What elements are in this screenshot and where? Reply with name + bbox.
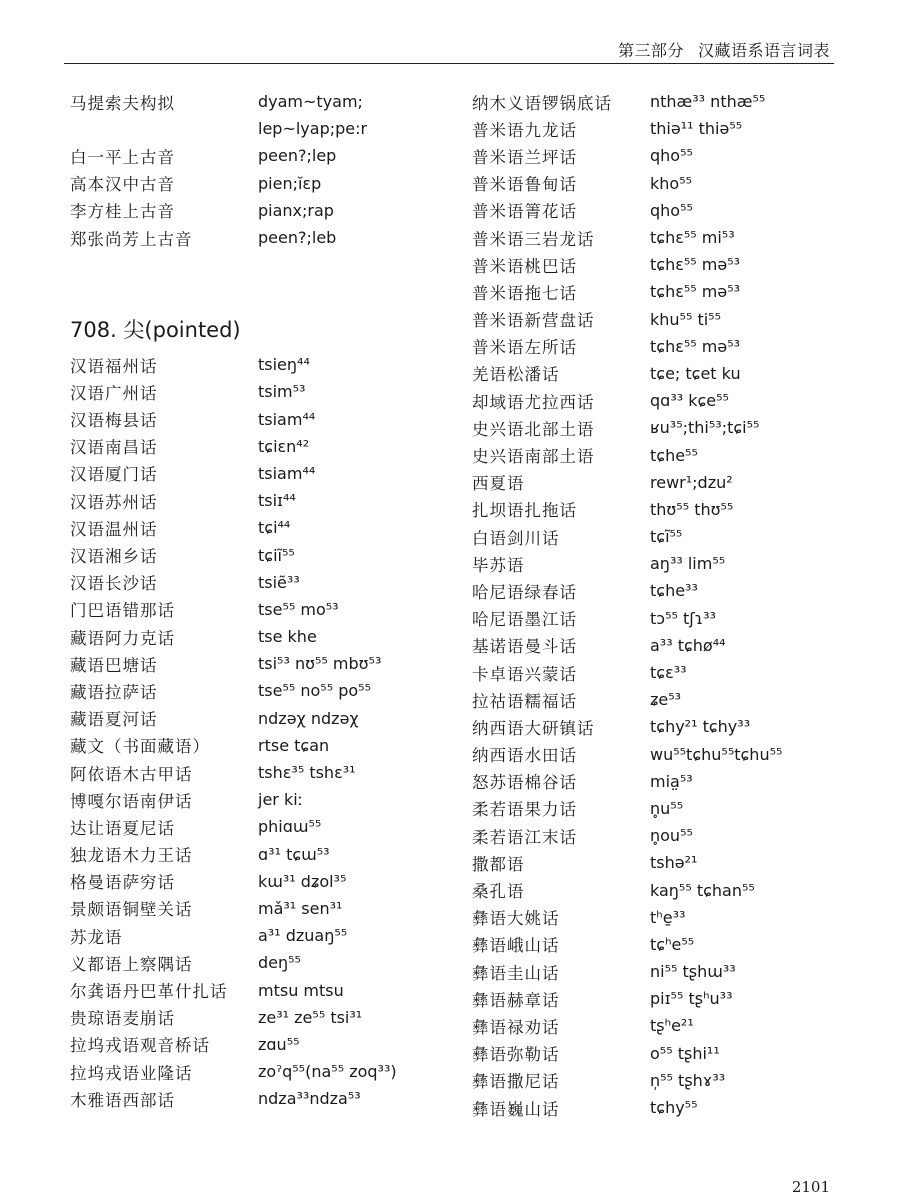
entry-row [472, 469, 842, 496]
language-name: 普米语鲁甸话 [472, 175, 577, 195]
word-form: tɕiɛn⁴² [258, 436, 310, 456]
entry-row [472, 768, 842, 795]
word-form: ndzəχ ndzəχ [258, 708, 359, 728]
word-form: kho⁵⁵ [650, 173, 693, 193]
previous-entry-continuation [70, 88, 460, 251]
language-name: 阿依语木古甲话 [70, 764, 193, 784]
entry-row [472, 876, 842, 903]
word-form: tɕiĩ⁵⁵ [258, 545, 295, 565]
header-part: 第三部分 [617, 41, 684, 60]
entry-row [70, 1085, 460, 1112]
language-name: 达让语夏尼话 [70, 818, 175, 838]
entry-row [70, 949, 460, 976]
entry-row [472, 278, 842, 305]
word-form: tsiɪ⁴⁴ [258, 491, 296, 511]
entry-row [472, 170, 842, 197]
entry-row [70, 1058, 460, 1085]
word-form: jer kiː [258, 790, 304, 810]
word-form: qho⁵⁵ [650, 200, 693, 220]
word-form: tsiẽ³³ [258, 572, 300, 592]
language-name: 汉语广州话 [70, 383, 158, 403]
section-title: 708. 尖(pointed) [70, 318, 241, 343]
language-name: 拉坞戎语业隆话 [70, 1063, 193, 1083]
entry-row [70, 569, 460, 596]
language-name: 毕苏语 [472, 555, 525, 575]
language-name: 普米语拖七话 [472, 283, 577, 303]
language-name: 藏语巴塘话 [70, 655, 158, 675]
language-name: 彝语赫章话 [472, 990, 560, 1010]
word-form: ʁu³⁵;thi⁵³;tɕi⁵⁵ [650, 418, 760, 438]
entry-row [472, 251, 842, 278]
language-name: 拉祜语糯福话 [472, 691, 577, 711]
language-name: 藏语夏河话 [70, 710, 158, 730]
language-name: 郑张尚芳上古音 [70, 229, 193, 249]
word-form: tsim⁵³ [258, 382, 306, 402]
language-name: 汉语梅县话 [70, 411, 158, 431]
entry-row [70, 786, 460, 813]
entry-row [472, 441, 842, 468]
right-column [472, 88, 842, 1121]
word-form: n̩⁵⁵ tʂhɤ³³ [650, 1070, 726, 1090]
word-form: tɕhɛ⁵⁵ mi⁵³ [650, 228, 735, 248]
word-form: tse⁵⁵ no⁵⁵ po⁵⁵ [258, 681, 371, 701]
language-name: 李方桂上古音 [70, 202, 175, 222]
entry-list-left [70, 351, 460, 1112]
language-name: 景颇语铜壁关话 [70, 900, 193, 920]
entry-row [472, 686, 842, 713]
entry-row [472, 632, 842, 659]
language-name: 贵琼语麦崩话 [70, 1009, 175, 1029]
word-form: dyam~tyam; [258, 92, 363, 112]
entry-row [70, 895, 460, 922]
word-form: tsiam⁴⁴ [258, 463, 316, 483]
language-name: 羌语松潘话 [472, 365, 560, 385]
entry-row [70, 732, 460, 759]
word-form: ni⁵⁵ tʂhɯ³³ [650, 962, 736, 982]
word-form: lep~lyap;pe:r [258, 119, 368, 139]
language-name: 桑孔语 [472, 882, 525, 902]
word-form: tɕhɛ⁵⁵ mə⁵³ [650, 255, 741, 275]
word-form: o⁵⁵ tʂhi¹¹ [650, 1043, 720, 1063]
entry-row [472, 713, 842, 740]
entry-row [472, 387, 842, 414]
entry-row [70, 1031, 460, 1058]
word-form: tɔ⁵⁵ tʃɿ³³ [650, 608, 716, 628]
entry-row [472, 577, 842, 604]
word-form: a³¹ dzuaŋ⁵⁵ [258, 926, 348, 946]
entry-row [472, 659, 842, 686]
entry-row [472, 142, 842, 169]
entry-row [70, 922, 460, 949]
word-form: peen?;lep [258, 146, 337, 166]
word-form: ze³¹ ze⁵⁵ tsi³¹ [258, 1007, 363, 1027]
language-name: 彝语巍山话 [472, 1099, 560, 1119]
entry-row [70, 115, 460, 142]
word-form: qɑ³³ kɕe⁵⁵ [650, 391, 729, 411]
entry-row [70, 759, 460, 786]
word-form: mǎ³¹ sen³¹ [258, 898, 343, 918]
word-form: kaŋ⁵⁵ tɕhan⁵⁵ [650, 880, 755, 900]
language-name: 史兴语北部土语 [472, 419, 595, 439]
entry-row [472, 795, 842, 822]
language-name: 卡卓语兴蒙话 [472, 664, 577, 684]
language-name: 西夏语 [472, 474, 525, 494]
language-name: 汉语福州话 [70, 356, 158, 376]
word-form: tsiam⁴⁴ [258, 409, 316, 429]
language-name: 白一平上古音 [70, 147, 175, 167]
language-name: 尔龚语丹巴革什扎话 [70, 982, 228, 1002]
entry-row [70, 433, 460, 460]
language-name: 藏文（书面藏语） [70, 737, 210, 757]
word-form: piɪ⁵⁵ tʂʰu³³ [650, 989, 733, 1009]
word-form: pien;ĭɛp [258, 173, 322, 193]
word-form: ndza³³ndza⁵³ [258, 1089, 361, 1109]
word-form: tɕĩ⁵⁵ [650, 527, 683, 547]
word-form: ɑ³¹ tɕɯ⁵³ [258, 844, 330, 864]
language-name: 哈尼语绿春话 [472, 582, 577, 602]
word-form: kɯ³¹ dʑol³⁵ [258, 871, 347, 891]
word-form: n̥ou⁵⁵ [650, 826, 693, 846]
entry-row [70, 88, 460, 115]
header-rule [64, 63, 834, 64]
language-name: 怒苏语棉谷话 [472, 773, 577, 793]
entry-row [70, 976, 460, 1003]
language-name: 独龙语木力王话 [70, 846, 193, 866]
word-form: pianx;rap [258, 200, 334, 220]
language-name: 普米语左所话 [472, 338, 577, 358]
language-name: 汉语长沙话 [70, 574, 158, 594]
word-form: aŋ³³ lim⁵⁵ [650, 554, 726, 574]
entry-row [472, 822, 842, 849]
entry-row [70, 224, 460, 251]
language-name: 木雅语西部话 [70, 1090, 175, 1110]
word-form: tse⁵⁵ mo⁵³ [258, 599, 339, 619]
entry-row [70, 1004, 460, 1031]
language-name: 史兴语南部土语 [472, 447, 595, 467]
entry-row [472, 958, 842, 985]
word-form: tɕhe⁵⁵ [650, 445, 698, 465]
word-form: rtse tɕan [258, 735, 330, 755]
language-name: 扎坝语扎拖话 [472, 501, 577, 521]
word-form: tɕhɛ⁵⁵ mə⁵³ [650, 282, 741, 302]
entry-row [472, 115, 842, 142]
language-name: 汉语湘乡话 [70, 547, 158, 567]
entry-row [472, 496, 842, 523]
language-name: 彝语圭山话 [472, 963, 560, 983]
language-name: 普米语三岩龙话 [472, 229, 595, 249]
language-name: 普米语新营盘话 [472, 311, 595, 331]
entry-row [472, 224, 842, 251]
word-form: qho⁵⁵ [650, 146, 693, 166]
word-form: tshɛ³⁵ tshɛ³¹ [258, 763, 356, 783]
entry-row [70, 705, 460, 732]
entry-row [472, 550, 842, 577]
language-name: 彝语峨山话 [472, 936, 560, 956]
entry-row [70, 197, 460, 224]
entry-row [472, 414, 842, 441]
entry-row [70, 596, 460, 623]
language-name: 普米语九龙话 [472, 120, 577, 140]
language-name: 拉坞戎语观音桥话 [70, 1036, 210, 1056]
word-form: n̥u⁵⁵ [650, 798, 684, 818]
entry-row [70, 514, 460, 541]
entry-row [472, 931, 842, 958]
entry-row [472, 985, 842, 1012]
word-form: zoˀq⁵⁵(na⁵⁵ zoq³³) [258, 1062, 397, 1082]
language-name: 汉语南昌话 [70, 438, 158, 458]
entry-row [70, 541, 460, 568]
word-form: tɕhe³³ [650, 581, 698, 601]
entry-list-right [472, 88, 842, 1121]
language-name: 纳木义语锣锅底话 [472, 93, 612, 113]
entry-row [70, 487, 460, 514]
language-name: 藏语阿力克话 [70, 628, 175, 648]
language-name: 纳西语水田话 [472, 746, 577, 766]
entry-row [70, 406, 460, 433]
entry-row [472, 306, 842, 333]
entry-row [472, 904, 842, 931]
word-form: ʑe⁵³ [650, 690, 682, 710]
language-name: 普米语兰坪话 [472, 147, 577, 167]
entry-row [70, 813, 460, 840]
entry-row [472, 849, 842, 876]
word-form: tsieŋ⁴⁴ [258, 355, 310, 375]
language-name: 基诺语曼斗话 [472, 637, 577, 657]
word-form: peen?;leb [258, 228, 337, 248]
language-name: 柔若语果力话 [472, 800, 577, 820]
word-form: tɕʰe⁵⁵ [650, 934, 695, 954]
word-form: khu⁵⁵ ti⁵⁵ [650, 309, 722, 329]
word-form: tsi⁵³ nʊ⁵⁵ mbʊ⁵³ [258, 654, 382, 674]
word-form: tɕhɛ⁵⁵ mə⁵³ [650, 336, 741, 356]
word-form: zɑu⁵⁵ [258, 1034, 300, 1054]
word-form: tʂʰe²¹ [650, 1016, 694, 1036]
entry-row [472, 605, 842, 632]
word-form: tshə²¹ [650, 853, 698, 873]
entry-row [472, 1067, 842, 1094]
word-form: tɕhy²¹ tɕhy³³ [650, 717, 751, 737]
language-name: 高本汉中古音 [70, 175, 175, 195]
entry-row [472, 333, 842, 360]
language-name: 马提索夫构拟 [70, 93, 175, 113]
language-name: 纳西语大研镇话 [472, 718, 595, 738]
word-form: thʊ⁵⁵ thʊ⁵⁵ [650, 499, 734, 519]
entry-row [472, 197, 842, 224]
entry-row [472, 88, 842, 115]
word-form: nthæ³³ nthæ⁵⁵ [650, 92, 766, 112]
language-name: 柔若语江末话 [472, 827, 577, 847]
language-name: 彝语撒尼话 [472, 1072, 560, 1092]
word-form: tɕi⁴⁴ [258, 518, 291, 538]
language-name: 哈尼语墨江话 [472, 610, 577, 630]
language-name: 普米语箐花话 [472, 202, 577, 222]
language-name: 却域语尤拉西话 [472, 392, 595, 412]
entry-row [70, 351, 460, 378]
entry-row [70, 378, 460, 405]
language-name: 彝语弥勒话 [472, 1045, 560, 1065]
language-name: 博嘎尔语南伊话 [70, 791, 193, 811]
word-form: a³³ tɕhø⁴⁴ [650, 635, 726, 655]
word-form: rewr¹;dzu² [650, 472, 733, 492]
language-name: 义都语上察隅话 [70, 954, 193, 974]
entry-row [70, 868, 460, 895]
header-section: 汉藏语系语言词表 [697, 41, 830, 60]
entry-row [472, 523, 842, 550]
word-form: tɕhy⁵⁵ [650, 1098, 698, 1118]
word-form: phiɑɯ⁵⁵ [258, 817, 322, 837]
word-form: tʰe̱³³ [650, 907, 686, 927]
entry-row [472, 360, 842, 387]
word-form: tɕe; tɕet ku [650, 363, 741, 383]
word-form: tɕɛ³³ [650, 663, 687, 683]
entry-row [472, 1094, 842, 1121]
word-form: thiə¹¹ thiə⁵⁵ [650, 119, 743, 139]
entry-row [70, 623, 460, 650]
running-header [618, 38, 830, 61]
entry-row [70, 170, 460, 197]
entry-row [472, 1012, 842, 1039]
left-column [70, 88, 460, 1112]
language-name: 藏语拉萨话 [70, 682, 158, 702]
language-name: 撒都语 [472, 854, 525, 874]
page-number: 2101 [791, 1178, 830, 1196]
word-form: wu⁵⁵tɕhu⁵⁵tɕhu⁵⁵ [650, 744, 783, 764]
language-name: 彝语禄劝话 [472, 1017, 560, 1037]
language-name: 汉语厦门话 [70, 465, 158, 485]
language-name: 彝语大姚话 [472, 909, 560, 929]
entry-row [70, 841, 460, 868]
language-name: 白语剑川话 [472, 528, 560, 548]
language-name: 普米语桃巴话 [472, 256, 577, 276]
entry-row [472, 1040, 842, 1067]
entry-row [70, 142, 460, 169]
language-name: 汉语苏州话 [70, 492, 158, 512]
entry-row [70, 650, 460, 677]
word-form: mtsu mtsu [258, 980, 344, 1000]
language-name: 汉语温州话 [70, 519, 158, 539]
language-name: 格曼语萨穷话 [70, 873, 175, 893]
entry-row [70, 460, 460, 487]
language-name: 门巴语错那话 [70, 601, 175, 621]
word-form: deŋ⁵⁵ [258, 953, 301, 973]
entry-row [70, 677, 460, 704]
language-name: 苏龙语 [70, 927, 123, 947]
word-form: mia̤⁵³ [650, 771, 693, 791]
entry-row [472, 741, 842, 768]
word-form: tse khe [258, 627, 317, 647]
